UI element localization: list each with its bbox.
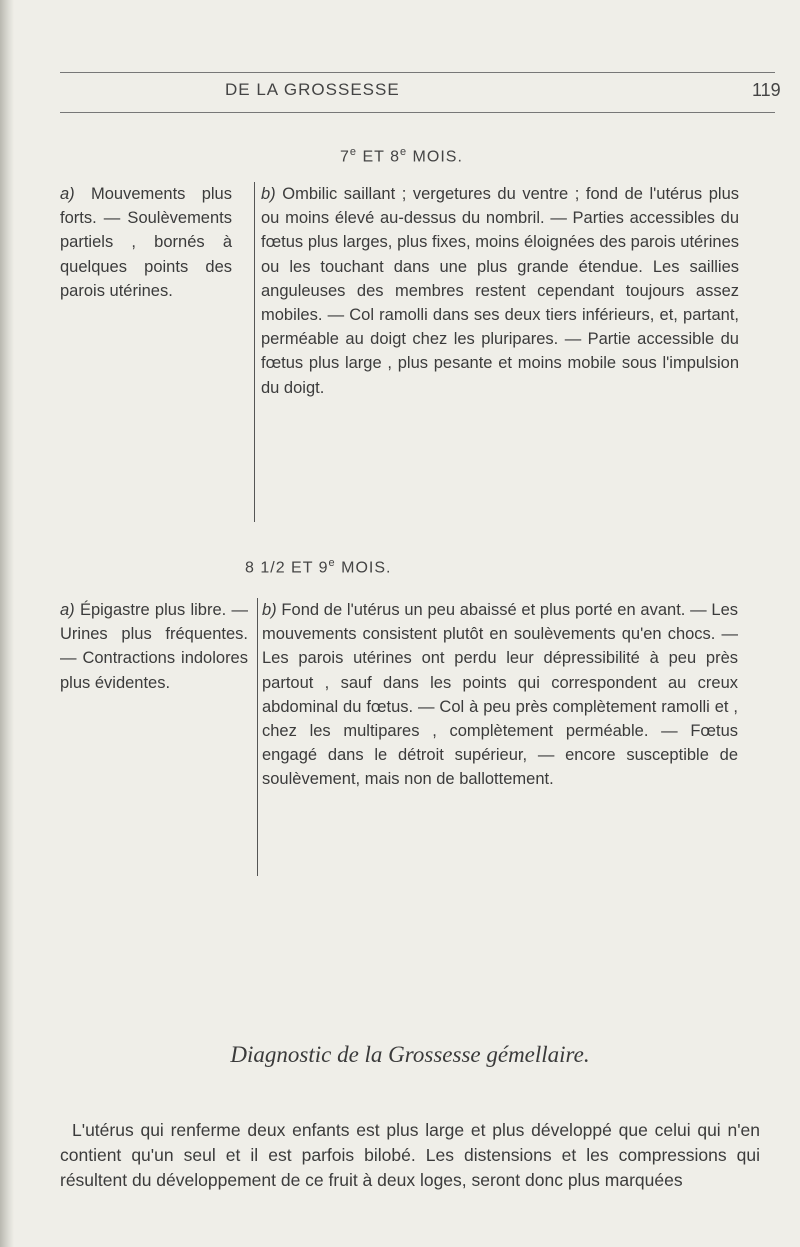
right-column-signs-b xyxy=(261,182,739,400)
heading-middle: ET 8 xyxy=(357,148,400,166)
column-divider xyxy=(254,182,255,522)
paragraph-text: L'utérus qui renferme deux enfants est plus large et plus développé que celui qui n'en contient qu'un seul et il est parfois bilobé. Les distensions et les compressions qui résultent du développement de ce fruit à deux loges, seront donc plus marquées xyxy=(60,1120,760,1190)
section-heading-8-9 xyxy=(245,557,391,577)
header-top-rule xyxy=(60,72,775,73)
page-binding-shadow xyxy=(0,0,14,1247)
heading-superscript: e xyxy=(399,146,408,158)
heading-number: 7 xyxy=(340,148,350,166)
left-column-signs-a xyxy=(60,182,232,303)
item-label: a) xyxy=(60,185,75,203)
item-text: Ombilic saillant ; vergetures du ventre ; fond de l'utérus plus ou moins élevé au-dessus du nombril. — Parties accessibles du fœtus plus larges, plus fixes, moins éloignées des parois utérines ou les touchant dans une plus grande étendue. Les saillies anguleuses des membres restent cependant toujours assez mobiles. — Col ramolli dans ses deux tiers inférieurs, et, partant, perméable au doigt chez les pluripares. — Partie accessible du fœtus plus large , plus pesante et moins mobile sous l'impulsion du doigt. xyxy=(261,185,739,397)
heading-end: MOIS. xyxy=(407,148,463,166)
diagnostic-title: Diagnostic de la Grossesse gémellaire. xyxy=(230,1042,590,1067)
item-label: b) xyxy=(261,185,276,203)
column-divider xyxy=(257,598,258,876)
page-number: 119 xyxy=(752,80,781,100)
running-head: DE LA GROSSESSE xyxy=(225,80,400,99)
heading-superscript: e xyxy=(349,146,358,158)
diagnostic-paragraph xyxy=(60,1118,760,1193)
section-heading-7-8 xyxy=(340,146,463,166)
left-column-signs-a xyxy=(60,598,248,695)
item-text: Fond de l'utérus un peu abaissé et plus porté en avant. — Les mouvements consistent plutôt en soulèvements qu'en chocs. — Les parois utérines ont perdu leur dépressibilité à peu près partout , sauf dans les points qui correspondent au creux abdominal du fœtus. — Col à peu près complètement ramolli et , chez les multipares , complètement perméable. — Fœtus engagé dans le détroit supérieur, — encore susceptible de soulèvement, mais non de ballottement. xyxy=(262,601,738,789)
item-label: b) xyxy=(262,601,277,619)
item-text: Épigastre plus libre. — Urines plus fréquentes. — Contractions indolores plus évidentes. xyxy=(60,601,248,692)
item-text: Mouvements plus forts. — Soulèvements partiels , bornés à quelques points des parois utérines. xyxy=(60,185,232,300)
heading-number: 8 1/2 xyxy=(245,559,286,577)
right-column-signs-b xyxy=(262,598,738,792)
header-bottom-rule xyxy=(60,112,775,113)
heading-superscript: e xyxy=(328,557,336,569)
item-label: a) xyxy=(60,601,75,619)
heading-middle: ET 9 xyxy=(285,559,329,577)
heading-end: MOIS. xyxy=(335,559,392,577)
